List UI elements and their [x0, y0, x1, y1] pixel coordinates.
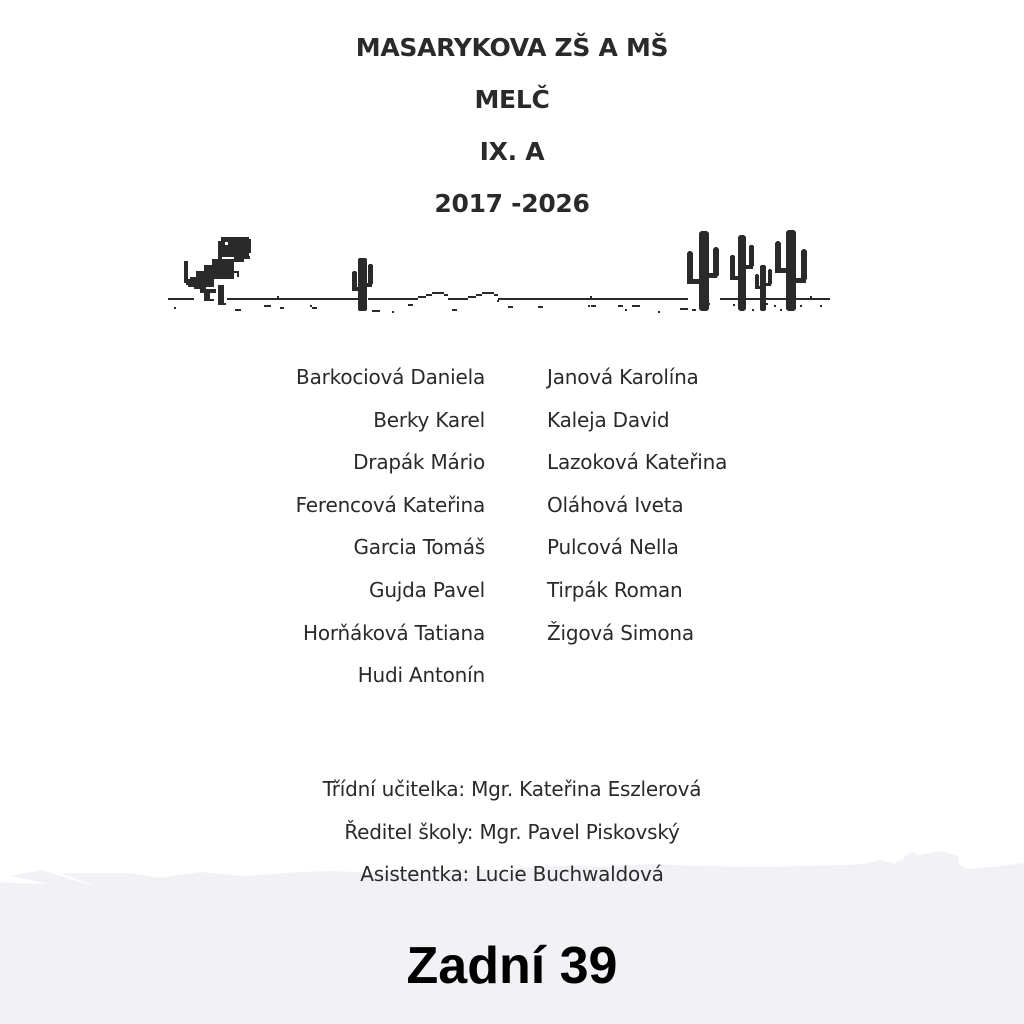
student-name: Berky Karel	[373, 407, 485, 432]
school-principal: Ředitel školy: Mgr. Pavel Piskovský	[344, 819, 680, 844]
small-cactus-icon	[352, 258, 373, 311]
student-name: Lazoková Kateřina	[547, 450, 728, 475]
student-name: Oláhová Iveta	[547, 492, 684, 517]
school-years: 2017 -2026	[434, 189, 590, 218]
class-teacher: Třídní učitelka: Mgr. Kateřina Eszlerová	[322, 777, 702, 801]
header	[0, 22, 1024, 230]
dino-icon	[184, 237, 251, 305]
page-caption: Zadní 39	[406, 937, 618, 995]
student-name: Garcia Tomáš	[353, 535, 485, 560]
dino-game-scene	[160, 225, 840, 325]
student-name: Horňáková Tatiana	[303, 620, 485, 645]
student-name: Janová Karolína	[547, 365, 699, 389]
student-name: Drapák Mário	[353, 450, 485, 475]
teaching-assistant: Asistentka: Lucie Buchwaldová	[360, 862, 664, 886]
student-name: Žigová Simona	[547, 620, 694, 645]
town-name: MELČ	[474, 85, 550, 114]
school-name: MASARYKOVA ZŠ A MŠ	[355, 33, 669, 62]
class-name: IX. A	[479, 137, 545, 166]
student-name: Ferencová Kateřina	[295, 492, 485, 517]
student-name: Hudi Antonín	[357, 663, 485, 688]
student-name: Kaleja David	[547, 407, 670, 432]
student-column-right	[547, 356, 727, 654]
student-name: Gujda Pavel	[369, 577, 485, 602]
student-name: Pulcová Nella	[547, 535, 679, 560]
student-column-left	[296, 356, 485, 697]
student-name: Barkociová Daniela	[296, 365, 485, 389]
staff-list	[0, 768, 1024, 896]
student-name: Tirpák Roman	[547, 577, 683, 602]
ground-line	[168, 298, 194, 300]
